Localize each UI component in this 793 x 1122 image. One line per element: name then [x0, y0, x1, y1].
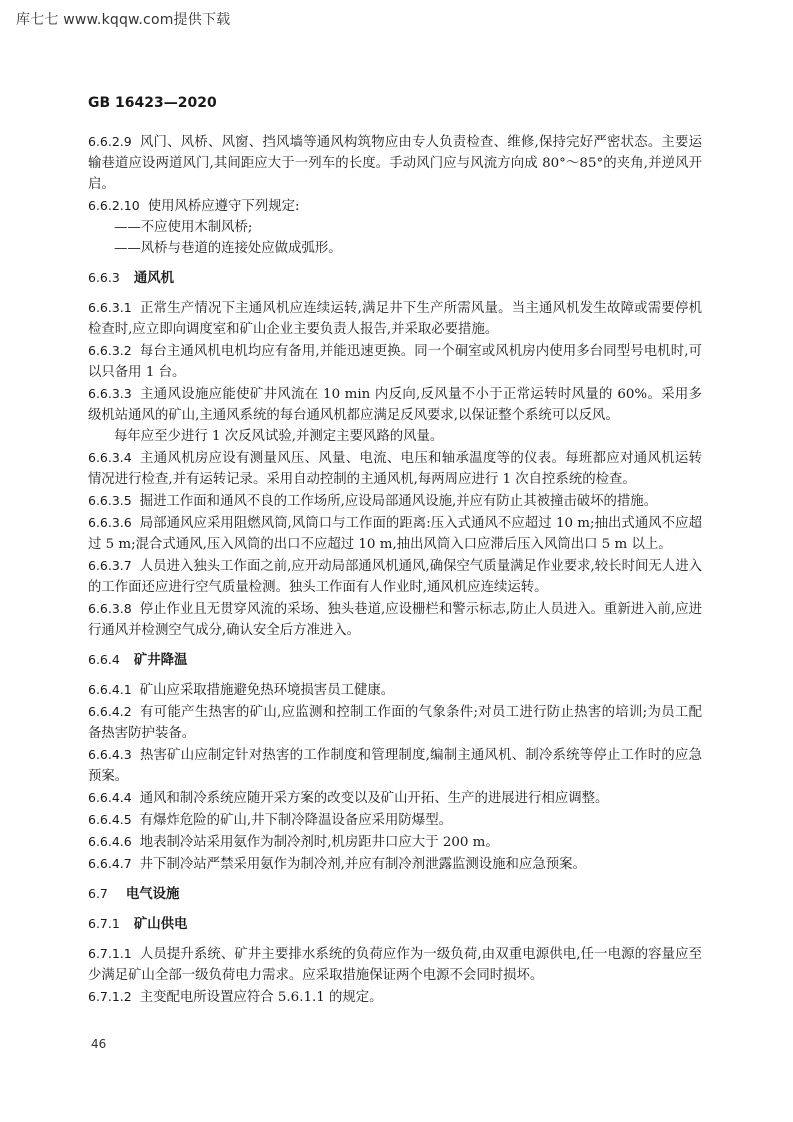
clause-text: 主通风设施应能使矿井风流在 10 min 内反向,反风量不小于正常运转时风量的 60%。采用多级机站通风的矿山,主通风系统的每台通风机都应满足反风要求,以保证整个系统可以反风。 [88, 387, 702, 423]
clause-number: 6.7.1.1 [88, 946, 132, 961]
clause-paragraph [88, 598, 702, 641]
clause-paragraph [88, 853, 702, 875]
clause-text: 井下制冷站严禁采用氨作为制冷剂,并应有制冷剂泄露监测设施和应急预案。 [139, 857, 586, 872]
clause-number: 6.6.3.8 [88, 601, 132, 616]
clause-text: 停止作业且无贯穿风流的采场、独头巷道,应设栅栏和警示标志,防止人员进入。重新进入前,应进行通风并检测空气成分,确认安全后方准进入。 [88, 602, 702, 638]
heading-number: 6.6.3 [88, 270, 120, 285]
heading-title: 电气设施 [125, 887, 180, 902]
clause-text: 风门、风桥、风窗、挡风墙等通风构筑物应由专人负责检查、维修,保持完好严密状态。主要运输巷道应设两道风门,其间距应大于一列车的长度。手动风门应与风流方向成 80°～85°的夹角,并逆风开启。 [88, 135, 702, 192]
clause-text: 正常生产情况下主通风机应连续运转,满足井下生产所需风量。当主通风机发生故障或需要停机检查时,应立即向调度室和矿山企业主要负责人报告,并采取必要措施。 [88, 301, 702, 337]
clause-number: 6.6.4.6 [88, 834, 132, 849]
heading-number: 6.6.4 [88, 652, 120, 667]
clause-number: 6.6.3.5 [88, 493, 132, 508]
clause-paragraph [88, 701, 702, 744]
page-number: 46 [91, 1037, 107, 1051]
clause-number: 6.6.4.2 [88, 704, 132, 719]
clause-text: 掘进工作面和通风不良的工作场所,应设局部通风设施,并应有防止其被撞击破坏的措施。 [139, 494, 658, 509]
list-item: ——风桥与巷道的连接处应做成弧形。 [114, 241, 342, 256]
clause-number: 6.6.2.10 [88, 198, 140, 213]
clause-paragraph [88, 383, 702, 426]
subsection-heading [88, 913, 702, 935]
clause-paragraph [88, 512, 702, 555]
clause-paragraph [88, 787, 702, 809]
clause-text: 有爆炸危险的矿山,井下制冷降温设备应采用防爆型。 [139, 813, 452, 828]
watermark-text: 库七七 www.kqqw.com提供下载 [16, 12, 231, 28]
clause-text: 每台主通风机电机均应有备用,并能迅速更换。同一个硐室或风机房内使用多台同型号电机时,可以只备用 1 台。 [88, 344, 702, 380]
clause-paragraph [88, 195, 702, 217]
clause-text: 主变配电所设置应符合 5.6.1.1 的规定。 [139, 990, 383, 1005]
clause-number: 6.6.2.9 [88, 134, 132, 149]
clause-paragraph [88, 297, 702, 340]
clause-number: 6.6.3.2 [88, 343, 132, 358]
clause-text: 人员提升系统、矿井主要排水系统的负荷应作为一级负荷,由双重电源供电,任一电源的容量应至少满足矿山全部一级负荷电力需求。应采取措施保证两个电源不会同时损坏。 [88, 947, 702, 983]
heading-title: 矿山供电 [133, 917, 188, 932]
clause-text: 使用风桥应遵守下列规定: [147, 199, 300, 214]
clause-paragraph [88, 831, 702, 853]
clause-text: 热害矿山应制定针对热害的工作制度和管理制度,编制主通风机、制冷系统等停止工作时的应急预案。 [88, 748, 702, 784]
clause-paragraph [88, 340, 702, 383]
clause-number: 6.7.1.2 [88, 989, 132, 1004]
clause-text: 地表制冷站采用氨作为制冷剂时,机房距井口应大于 200 m。 [139, 835, 499, 850]
indented-paragraph: 每年应至少进行 1 次反风试验,并测定主要风路的风量。 [114, 429, 444, 444]
document-body [88, 131, 702, 1008]
clause-paragraph [88, 943, 702, 986]
clause-paragraph [88, 555, 702, 598]
clause-paragraph [88, 490, 702, 512]
heading-number: 6.7 [88, 886, 108, 901]
heading-title: 通风机 [133, 271, 174, 286]
clause-number: 6.6.3.6 [88, 515, 132, 530]
list-item: ——不应使用木制风桥; [114, 220, 253, 235]
clause-paragraph [88, 744, 702, 787]
clause-text: 有可能产生热害的矿山,应监测和控制工作面的气象条件;对员工进行防止热害的培训;为员工配备热害防护装备。 [88, 705, 702, 741]
clause-paragraph [88, 447, 702, 490]
subsection-heading [88, 267, 702, 289]
clause-number: 6.6.3.1 [88, 300, 132, 315]
clause-number: 6.6.3.7 [88, 558, 132, 573]
clause-paragraph [88, 679, 702, 701]
clause-paragraph [88, 809, 702, 831]
clause-paragraph [88, 131, 702, 195]
clause-paragraph [88, 986, 702, 1008]
clause-number: 6.6.3.3 [88, 386, 132, 401]
clause-text: 主通风机房应设有测量风压、风量、电流、电压和轴承温度等的仪表。每班都应对通风机运转情况进行检查,并有运转记录。采用自动控制的主通风机,每两周应进行 1 次自控系统的检查。 [88, 451, 702, 487]
clause-text: 矿山应采取措施避免热环境损害员工健康。 [139, 683, 395, 698]
clause-number: 6.6.4.1 [88, 682, 132, 697]
clause-text: 局部通风应采用阻燃风筒,风筒口与工作面的距离:压入式通风不应超过 10 m;抽出式通风不应超过 5 m;混合式通风,压入风筒的出口不应超过 10 m,抽出风筒入口应滞后压入风筒出口 5 m 以上。 [88, 516, 702, 552]
clause-number: 6.6.4.5 [88, 812, 132, 827]
clause-number: 6.6.4.7 [88, 856, 132, 871]
heading-title: 矿井降温 [133, 653, 188, 668]
subsection-heading [88, 649, 702, 671]
standard-number: GB 16423—2020 [88, 95, 217, 111]
clause-number: 6.6.4.3 [88, 747, 132, 762]
clause-text: 人员进入独头工作面之前,应开动局部通风机通风,确保空气质量满足作业要求,较长时间无人进入的工作面还应进行空气质量检测。独头工作面有人作业时,通风机应连续运转。 [88, 559, 702, 595]
clause-number: 6.6.4.4 [88, 790, 132, 805]
clause-text: 通风和制冷系统应随开采方案的改变以及矿山开拓、生产的进展进行相应调整。 [139, 791, 609, 806]
clause-number: 6.6.3.4 [88, 450, 132, 465]
heading-number: 6.7.1 [88, 916, 120, 931]
section-heading [88, 883, 702, 905]
